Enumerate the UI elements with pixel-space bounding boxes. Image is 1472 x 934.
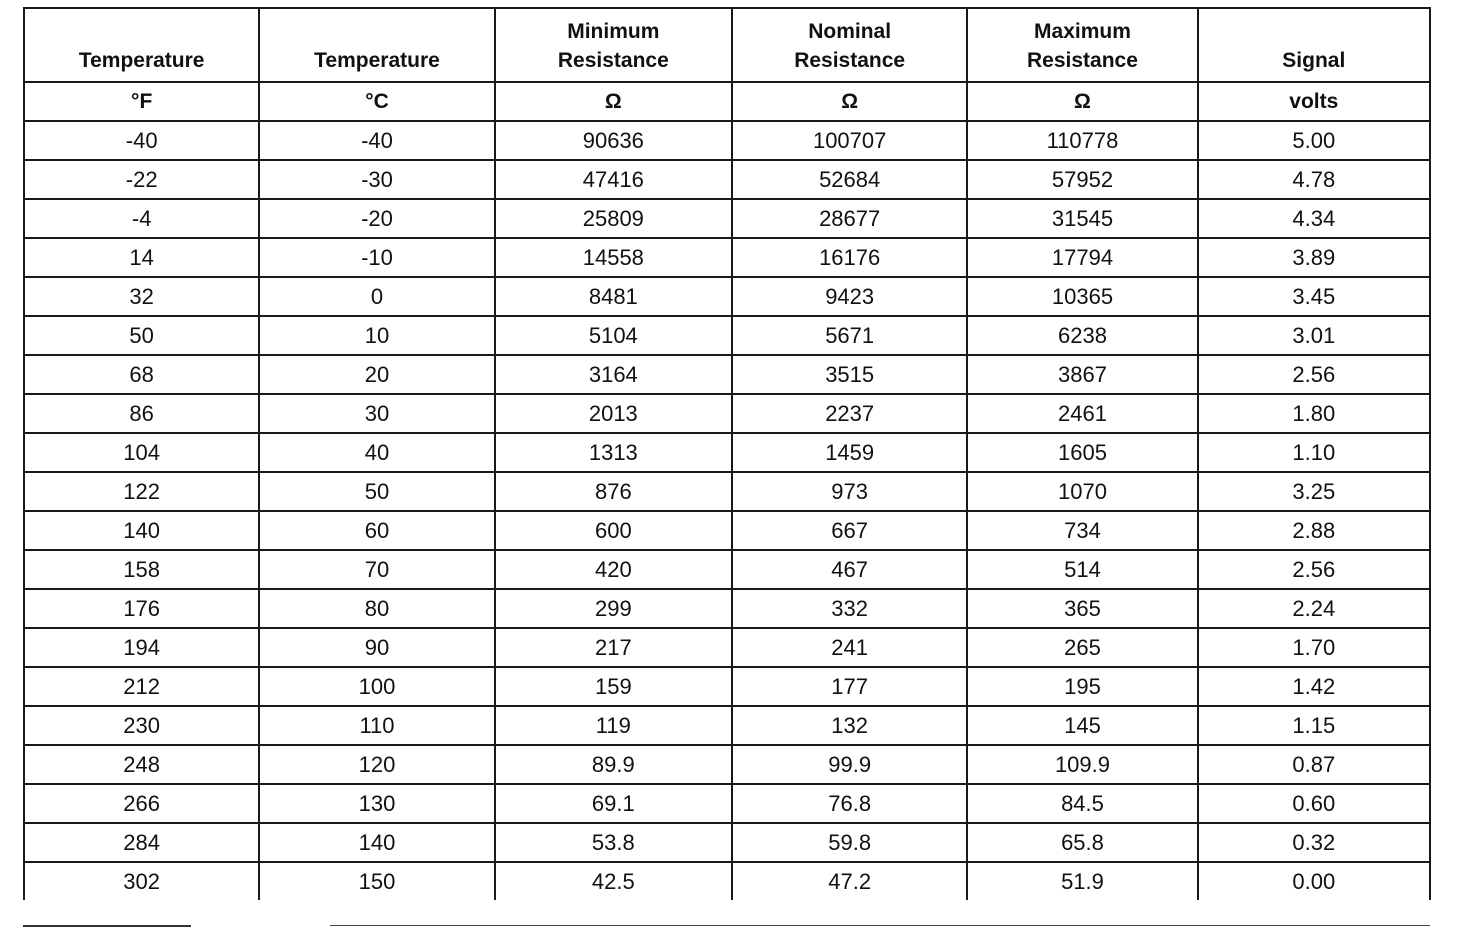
temp-c-cell: 20 xyxy=(259,355,494,394)
unit-row xyxy=(24,82,1430,121)
header-label-line1: Maximum xyxy=(1034,20,1131,43)
min-resistance-cell: 119 xyxy=(495,706,732,745)
table-row xyxy=(24,667,1430,706)
nominal-resistance-cell: 9423 xyxy=(732,277,967,316)
temp-c-cell: 10 xyxy=(259,316,494,355)
max-resistance-cell: 734 xyxy=(967,511,1197,550)
header-row xyxy=(24,8,1430,82)
signal-cell: 1.70 xyxy=(1198,628,1430,667)
table-row xyxy=(24,199,1430,238)
temp-c-cell: 120 xyxy=(259,745,494,784)
table-row xyxy=(24,433,1430,472)
bottom-rule-faint xyxy=(330,925,1430,926)
nominal-resistance-cell: 100707 xyxy=(732,121,967,160)
nominal-resistance-cell: 667 xyxy=(732,511,967,550)
header-nominal-resistance xyxy=(732,8,967,82)
temp-f-cell: -40 xyxy=(24,121,259,160)
signal-cell: 0.32 xyxy=(1198,823,1430,862)
header-label-line1: Nominal xyxy=(808,20,892,43)
min-resistance-cell: 299 xyxy=(495,589,732,628)
nominal-resistance-cell: 177 xyxy=(732,667,967,706)
temp-c-cell: 110 xyxy=(259,706,494,745)
temp-f-cell: 158 xyxy=(24,550,259,589)
table-row xyxy=(24,745,1430,784)
bottom-rule xyxy=(23,925,191,927)
header-label: Temperature xyxy=(314,49,440,72)
temp-c-cell: 80 xyxy=(259,589,494,628)
signal-cell: 3.01 xyxy=(1198,316,1430,355)
signal-cell: 0.60 xyxy=(1198,784,1430,823)
nominal-resistance-cell: 3515 xyxy=(732,355,967,394)
signal-cell: 3.25 xyxy=(1198,472,1430,511)
signal-cell: 3.89 xyxy=(1198,238,1430,277)
nominal-resistance-cell: 59.8 xyxy=(732,823,967,862)
table-row xyxy=(24,862,1430,900)
max-resistance-cell: 57952 xyxy=(967,160,1197,199)
temp-c-cell: 50 xyxy=(259,472,494,511)
header-label-line2: Resistance xyxy=(1027,49,1138,72)
temp-f-cell: 32 xyxy=(24,277,259,316)
min-resistance-cell: 53.8 xyxy=(495,823,732,862)
temp-c-cell: 130 xyxy=(259,784,494,823)
max-resistance-cell: 1605 xyxy=(967,433,1197,472)
table-body xyxy=(24,121,1430,900)
signal-cell: 1.15 xyxy=(1198,706,1430,745)
signal-cell: 1.80 xyxy=(1198,394,1430,433)
header-temperature-f xyxy=(24,8,259,82)
table-row xyxy=(24,589,1430,628)
signal-cell: 4.34 xyxy=(1198,199,1430,238)
table-row xyxy=(24,277,1430,316)
max-resistance-cell: 6238 xyxy=(967,316,1197,355)
sensor-resistance-table-sheet xyxy=(23,7,1431,900)
table-row xyxy=(24,160,1430,199)
signal-cell: 2.88 xyxy=(1198,511,1430,550)
nominal-resistance-cell: 1459 xyxy=(732,433,967,472)
temp-c-cell: 90 xyxy=(259,628,494,667)
table-row xyxy=(24,550,1430,589)
nominal-resistance-cell: 76.8 xyxy=(732,784,967,823)
table-row xyxy=(24,355,1430,394)
header-temperature-c xyxy=(259,8,494,82)
max-resistance-cell: 365 xyxy=(967,589,1197,628)
header-label: Signal xyxy=(1282,49,1346,72)
nominal-resistance-cell: 467 xyxy=(732,550,967,589)
nominal-resistance-cell: 28677 xyxy=(732,199,967,238)
min-resistance-cell: 14558 xyxy=(495,238,732,277)
temperature-resistance-table xyxy=(23,7,1431,900)
temp-c-cell: 60 xyxy=(259,511,494,550)
max-resistance-cell: 109.9 xyxy=(967,745,1197,784)
unit-celsius: °C xyxy=(259,82,494,121)
temp-f-cell: -4 xyxy=(24,199,259,238)
header-label-line2: Resistance xyxy=(794,49,906,72)
signal-cell: 0.87 xyxy=(1198,745,1430,784)
header-signal xyxy=(1198,8,1430,82)
signal-cell: 4.78 xyxy=(1198,160,1430,199)
temp-f-cell: 86 xyxy=(24,394,259,433)
nominal-resistance-cell: 973 xyxy=(732,472,967,511)
min-resistance-cell: 3164 xyxy=(495,355,732,394)
temp-f-cell: 50 xyxy=(24,316,259,355)
temp-c-cell: 150 xyxy=(259,862,494,900)
min-resistance-cell: 42.5 xyxy=(495,862,732,900)
nominal-resistance-cell: 99.9 xyxy=(732,745,967,784)
temp-c-cell: -30 xyxy=(259,160,494,199)
min-resistance-cell: 217 xyxy=(495,628,732,667)
min-resistance-cell: 47416 xyxy=(495,160,732,199)
nominal-resistance-cell: 47.2 xyxy=(732,862,967,900)
header-maximum-resistance xyxy=(967,8,1197,82)
unit-fahrenheit: °F xyxy=(24,82,259,121)
temp-c-cell: -40 xyxy=(259,121,494,160)
signal-cell: 2.56 xyxy=(1198,355,1430,394)
min-resistance-cell: 90636 xyxy=(495,121,732,160)
max-resistance-cell: 265 xyxy=(967,628,1197,667)
signal-cell: 1.10 xyxy=(1198,433,1430,472)
header-label-line1: Minimum xyxy=(567,20,660,43)
nominal-resistance-cell: 332 xyxy=(732,589,967,628)
signal-cell: 1.42 xyxy=(1198,667,1430,706)
temp-c-cell: 140 xyxy=(259,823,494,862)
temp-c-cell: 70 xyxy=(259,550,494,589)
max-resistance-cell: 10365 xyxy=(967,277,1197,316)
unit-ohm-max: Ω xyxy=(967,82,1197,121)
temp-c-cell: -10 xyxy=(259,238,494,277)
table-row xyxy=(24,316,1430,355)
max-resistance-cell: 51.9 xyxy=(967,862,1197,900)
table-row xyxy=(24,394,1430,433)
temp-f-cell: 140 xyxy=(24,511,259,550)
temp-f-cell: 104 xyxy=(24,433,259,472)
table-row xyxy=(24,121,1430,160)
table-row xyxy=(24,784,1430,823)
temp-f-cell: -22 xyxy=(24,160,259,199)
header-label: Temperature xyxy=(78,49,205,72)
min-resistance-cell: 69.1 xyxy=(495,784,732,823)
min-resistance-cell: 420 xyxy=(495,550,732,589)
unit-volts: volts xyxy=(1198,82,1430,121)
min-resistance-cell: 1313 xyxy=(495,433,732,472)
temp-f-cell: 266 xyxy=(24,784,259,823)
max-resistance-cell: 195 xyxy=(967,667,1197,706)
min-resistance-cell: 25809 xyxy=(495,199,732,238)
table-row xyxy=(24,706,1430,745)
temp-f-cell: 68 xyxy=(24,355,259,394)
min-resistance-cell: 159 xyxy=(495,667,732,706)
min-resistance-cell: 8481 xyxy=(495,277,732,316)
temp-c-cell: 0 xyxy=(259,277,494,316)
table-row xyxy=(24,238,1430,277)
nominal-resistance-cell: 132 xyxy=(732,706,967,745)
header-label-line2: Resistance xyxy=(557,49,669,72)
unit-ohm-nominal: Ω xyxy=(732,82,967,121)
signal-cell: 2.24 xyxy=(1198,589,1430,628)
signal-cell: 3.45 xyxy=(1198,277,1430,316)
signal-cell: 2.56 xyxy=(1198,550,1430,589)
temp-f-cell: 230 xyxy=(24,706,259,745)
max-resistance-cell: 17794 xyxy=(967,238,1197,277)
min-resistance-cell: 876 xyxy=(495,472,732,511)
temp-c-cell: 30 xyxy=(259,394,494,433)
max-resistance-cell: 65.8 xyxy=(967,823,1197,862)
nominal-resistance-cell: 241 xyxy=(732,628,967,667)
temp-f-cell: 122 xyxy=(24,472,259,511)
nominal-resistance-cell: 2237 xyxy=(732,394,967,433)
temp-f-cell: 194 xyxy=(24,628,259,667)
table-row xyxy=(24,823,1430,862)
temp-f-cell: 212 xyxy=(24,667,259,706)
nominal-resistance-cell: 52684 xyxy=(732,160,967,199)
max-resistance-cell: 1070 xyxy=(967,472,1197,511)
max-resistance-cell: 3867 xyxy=(967,355,1197,394)
max-resistance-cell: 2461 xyxy=(967,394,1197,433)
unit-ohm-min: Ω xyxy=(495,82,732,121)
temp-c-cell: 100 xyxy=(259,667,494,706)
temp-c-cell: 40 xyxy=(259,433,494,472)
signal-cell: 0.00 xyxy=(1198,862,1430,900)
nominal-resistance-cell: 16176 xyxy=(732,238,967,277)
temp-f-cell: 284 xyxy=(24,823,259,862)
temp-f-cell: 302 xyxy=(24,862,259,900)
max-resistance-cell: 84.5 xyxy=(967,784,1197,823)
min-resistance-cell: 600 xyxy=(495,511,732,550)
max-resistance-cell: 145 xyxy=(967,706,1197,745)
temp-f-cell: 176 xyxy=(24,589,259,628)
max-resistance-cell: 514 xyxy=(967,550,1197,589)
table-row xyxy=(24,511,1430,550)
header-minimum-resistance xyxy=(495,8,732,82)
min-resistance-cell: 5104 xyxy=(495,316,732,355)
table-row xyxy=(24,628,1430,667)
min-resistance-cell: 2013 xyxy=(495,394,732,433)
max-resistance-cell: 31545 xyxy=(967,199,1197,238)
max-resistance-cell: 110778 xyxy=(967,121,1197,160)
temp-c-cell: -20 xyxy=(259,199,494,238)
nominal-resistance-cell: 5671 xyxy=(732,316,967,355)
min-resistance-cell: 89.9 xyxy=(495,745,732,784)
table-row xyxy=(24,472,1430,511)
signal-cell: 5.00 xyxy=(1198,121,1430,160)
temp-f-cell: 14 xyxy=(24,238,259,277)
temp-f-cell: 248 xyxy=(24,745,259,784)
